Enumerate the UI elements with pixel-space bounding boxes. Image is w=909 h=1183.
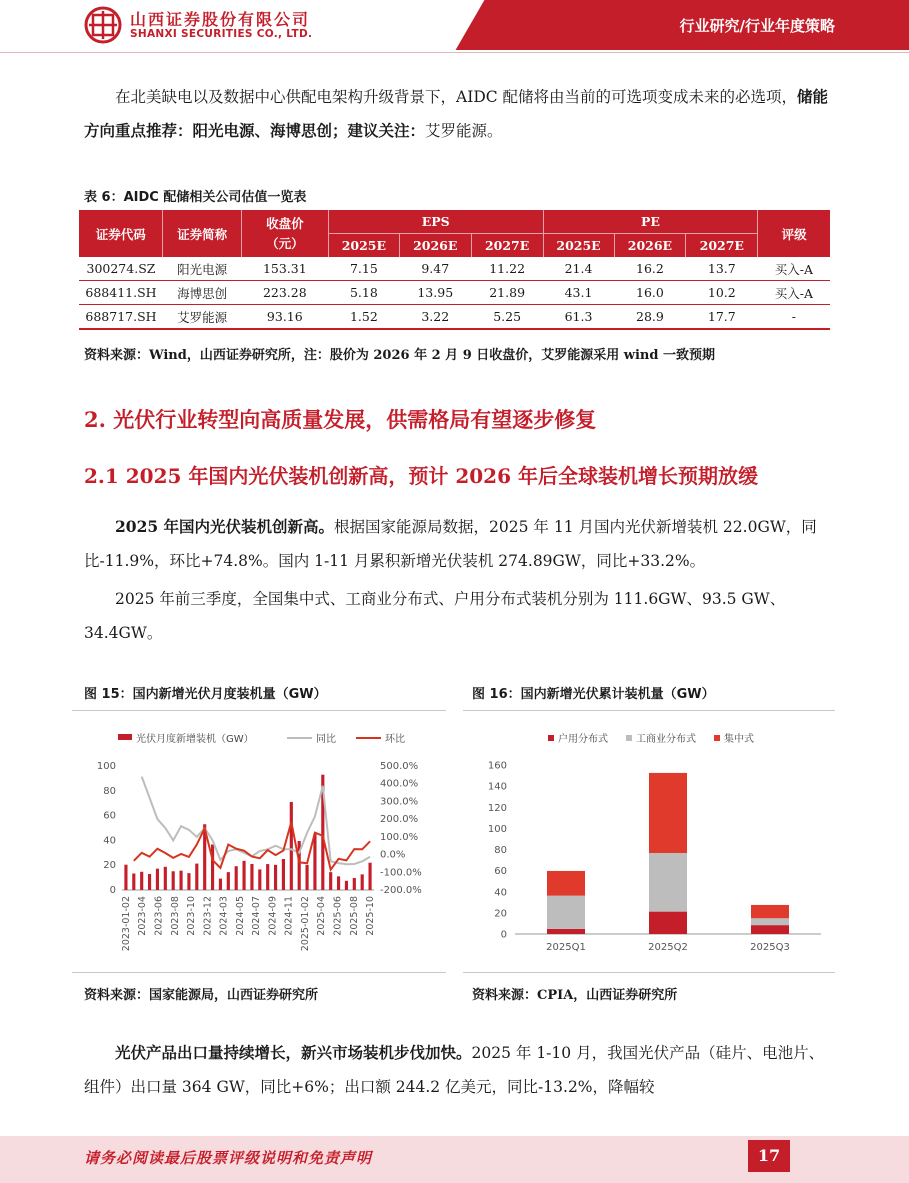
fig15-bottom-rule <box>72 972 446 973</box>
export-paragraph: 光伏产品出口量持续增长，新兴市场装机步伐加快。2025 年 1-10 月，我国光伏产品（硅片、电池片、组件）出口量 364 GW，同比+6%；出口额 244.2 亿美元，同比-13.2%，降幅较 <box>84 1043 825 1096</box>
x-tick-label: 2025Q3 <box>750 942 790 953</box>
x-tick-label: 2025-04 <box>316 896 328 936</box>
centralized-segment <box>751 905 789 918</box>
cell-pe-2025: 21.4 <box>543 257 614 281</box>
right-tick-label: 400.0% <box>380 778 419 790</box>
commercial-segment <box>547 896 585 929</box>
cell-pe-2025: 43.1 <box>543 281 614 305</box>
monthly-bar <box>290 802 293 890</box>
residential-segment <box>751 925 789 934</box>
table6-caption: 表 6：AIDC 配储相关公司估值一览表 <box>84 190 307 205</box>
monthly-bar <box>156 869 159 890</box>
x-tick-label: 2024-07 <box>251 896 263 936</box>
x-tick-label: 2024-05 <box>234 896 246 936</box>
right-tick-label: 0.0% <box>380 849 406 861</box>
fig16-source: 资料来源：CPIA，山西证券研究所 <box>472 988 678 1003</box>
y-tick-label: 100 <box>487 823 507 835</box>
fig15-bars <box>124 775 371 890</box>
x-tick-label: 2025Q1 <box>546 942 586 953</box>
fig16-bottom-rule <box>463 972 835 973</box>
cell-rating: - <box>758 305 830 330</box>
monthly-bar <box>368 863 371 890</box>
cell-name: 阳光电源 <box>163 257 241 281</box>
monthly-bar <box>124 865 127 890</box>
th-eps-2026: 2026E <box>399 234 471 258</box>
x-tick-label: 2025-06 <box>332 896 344 936</box>
monthly-bar <box>242 861 245 890</box>
valuation-table <box>79 210 830 330</box>
monthly-bar <box>227 872 230 890</box>
left-tick-label: 40 <box>103 835 116 847</box>
monthly-bar <box>235 866 238 890</box>
monthly-bar <box>329 872 332 890</box>
cell-code: 688411.SH <box>79 281 163 305</box>
legend-swatch-monthly <box>118 734 132 740</box>
th-eps-2027: 2027E <box>471 234 543 258</box>
table-row <box>79 281 830 305</box>
th-name: 证券简称 <box>163 210 241 257</box>
yoy-line <box>142 777 370 865</box>
monthly-bar <box>337 876 340 890</box>
x-tick-label: 2023-12 <box>202 896 214 936</box>
x-tick-label: 2024-11 <box>283 896 295 936</box>
residential-segment <box>547 929 585 934</box>
cell-name: 艾罗能源 <box>163 305 241 330</box>
fig15-legend <box>118 732 405 745</box>
monthly-bar <box>132 874 135 890</box>
cell-eps-2027: 5.25 <box>471 305 543 330</box>
x-tick-label: 2023-04 <box>137 896 149 936</box>
th-price: 收盘价 （元） <box>241 210 328 257</box>
table6-source: 资料来源：Wind，山西证券研究所，注：股价为 2026 年 2 月 9 日收盘价，艾罗能源采用 wind 一致预期 <box>84 348 716 363</box>
right-tick-label: 100.0% <box>380 831 419 843</box>
cell-rating: 买入-A <box>758 257 830 281</box>
x-tick-label: 2023-06 <box>153 896 165 936</box>
cell-eps-2025: 5.18 <box>328 281 399 305</box>
legend-label-mom: 环比 <box>385 734 405 745</box>
monthly-bar <box>258 869 261 890</box>
left-tick-label: 100 <box>96 761 116 772</box>
cell-eps-2025: 7.15 <box>328 257 399 281</box>
cell-eps-2026: 3.22 <box>399 305 471 330</box>
right-tick-label: -100.0% <box>380 867 422 879</box>
commercial-segment <box>649 853 687 912</box>
left-tick-label: 60 <box>103 810 116 822</box>
legend-label-yoy: 同比 <box>316 734 336 745</box>
th-pe-2026: 2026E <box>614 234 686 258</box>
fig16-top-rule <box>463 710 835 711</box>
right-tick-label: 200.0% <box>380 814 419 826</box>
cell-eps-2025: 1.52 <box>328 305 399 330</box>
monthly-bar <box>266 864 269 890</box>
legend-swatch-residential <box>548 735 554 741</box>
legend-swatch-centralized <box>714 735 720 741</box>
legend-label-residential: 户用分布式 <box>558 734 608 745</box>
company-name-en: SHANXI SECURITIES CO., LTD. <box>130 28 313 40</box>
monthly-bar <box>164 867 167 890</box>
monthly-bar <box>250 864 253 890</box>
th-rating: 评级 <box>758 210 830 257</box>
monthly-bar <box>195 864 198 890</box>
page-number: 17 <box>748 1140 790 1172</box>
left-tick-label: 20 <box>103 860 116 872</box>
fig16-legend <box>548 732 754 745</box>
section2-paragraph-2: 2025 年前三季度，全国集中式、工商业分布式、户用分布式装机分别为 111.6GW、93.5 GW、34.4GW。 <box>84 590 786 642</box>
cell-pe-2025: 61.3 <box>543 305 614 330</box>
y-tick-label: 80 <box>494 845 507 856</box>
cell-price: 93.16 <box>241 305 328 330</box>
legend-swatch-commercial <box>626 735 632 741</box>
monthly-bar <box>313 834 316 890</box>
cell-eps-2027: 21.89 <box>471 281 543 305</box>
fig15-top-rule <box>72 710 446 711</box>
th-pe-2025: 2025E <box>543 234 614 258</box>
monthly-bar <box>172 871 175 890</box>
monthly-bar <box>211 844 214 890</box>
monthly-bar <box>219 879 222 890</box>
left-tick-label: 80 <box>103 785 116 797</box>
y-tick-label: 20 <box>494 908 507 920</box>
subsection-title: 2.1 2025 年国内光伏装机创新高，预计 2026 年后全球装机增长预期放缓 <box>84 464 758 488</box>
th-eps-2025: 2025E <box>328 234 399 258</box>
x-tick-label: 2023-08 <box>169 896 181 936</box>
company-logo-icon <box>84 6 122 44</box>
y-tick-label: 120 <box>487 802 507 814</box>
cell-code: 688717.SH <box>79 305 163 330</box>
cell-eps-2026: 13.95 <box>399 281 471 305</box>
centralized-segment <box>547 871 585 896</box>
commercial-segment <box>751 918 789 925</box>
monthly-bar <box>305 865 308 890</box>
cumulative-installation-chart <box>463 712 835 967</box>
x-tick-label: 2025-10 <box>365 896 377 936</box>
cell-pe-2026: 16.2 <box>614 257 686 281</box>
table-row <box>79 305 830 330</box>
y-tick-label: 160 <box>487 760 507 772</box>
fig16-caption: 图 16：国内新增光伏累计装机量（GW） <box>472 687 715 702</box>
legend-label-commercial: 工商业分布式 <box>636 734 696 745</box>
fig15-x-axis <box>121 896 376 951</box>
th-code: 证券代码 <box>79 210 163 257</box>
monthly-bar <box>274 865 277 890</box>
cell-pe-2026: 16.0 <box>614 281 686 305</box>
cell-pe-2027: 13.7 <box>686 257 758 281</box>
right-tick-label: 500.0% <box>380 761 419 772</box>
x-tick-label: 2025-08 <box>348 896 360 936</box>
th-pe-2027: 2027E <box>686 234 758 258</box>
table-row <box>79 257 830 281</box>
footer-disclaimer: 请务必阅读最后股票评级说明和免责声明 <box>84 1149 373 1167</box>
intro-paragraph: 在北美缺电以及数据中心供配电架构升级背景下，AIDC 配储将由当前的可选项变成未来的必选项，储能方向重点推荐：阳光电源、海博思创；建议关注：艾罗能源。 <box>84 87 829 140</box>
residential-segment <box>649 912 687 934</box>
cell-code: 300274.SZ <box>79 257 163 281</box>
fig15-right-axis <box>380 761 422 896</box>
fig15-lines <box>134 777 370 870</box>
x-tick-label: 2025-01-02 <box>299 896 311 952</box>
right-tick-label: 300.0% <box>380 796 419 808</box>
monthly-installation-chart <box>72 712 446 967</box>
monthly-bar <box>140 872 143 890</box>
cell-rating: 买入-A <box>758 281 830 305</box>
monthly-bar <box>179 871 182 890</box>
header-tag: 行业研究/行业年度策略 <box>679 17 835 35</box>
x-tick-label: 2025Q2 <box>648 942 688 953</box>
cell-eps-2027: 11.22 <box>471 257 543 281</box>
y-tick-label: 0 <box>500 929 507 941</box>
legend-label-monthly: 光伏月度新增装机（GW） <box>136 734 254 745</box>
y-tick-label: 60 <box>494 866 507 878</box>
th-pe: PE <box>543 210 758 234</box>
y-tick-label: 40 <box>494 887 507 899</box>
x-tick-label: 2024-09 <box>267 896 279 936</box>
section-title: 2. 光伏行业转型向高质量发展，供需格局有望逐步修复 <box>84 407 597 432</box>
fig16-x-axis <box>546 942 790 953</box>
monthly-bar <box>361 874 364 890</box>
header-divider <box>0 52 909 53</box>
left-tick-label: 0 <box>109 885 116 896</box>
monthly-bar <box>353 878 356 890</box>
centralized-segment <box>649 773 687 853</box>
company-name-cn: 山西证券股份有限公司 <box>130 10 311 29</box>
th-eps: EPS <box>328 210 543 234</box>
fig15-source: 资料来源：国家能源局，山西证券研究所 <box>84 988 319 1003</box>
fig16-bars <box>547 773 789 934</box>
x-tick-label: 2023-10 <box>186 896 198 936</box>
x-tick-label: 2024-03 <box>218 896 230 936</box>
monthly-bar <box>345 881 348 890</box>
x-tick-label: 2023-01-02 <box>120 896 132 952</box>
cell-pe-2026: 28.9 <box>614 305 686 330</box>
cell-pe-2027: 10.2 <box>686 281 758 305</box>
y-tick-label: 140 <box>487 781 507 793</box>
cell-eps-2026: 9.47 <box>399 257 471 281</box>
monthly-bar <box>148 874 151 890</box>
cell-price: 153.31 <box>241 257 328 281</box>
monthly-bar <box>282 859 285 890</box>
right-tick-label: -200.0% <box>380 885 422 896</box>
cell-name: 海博思创 <box>163 281 241 305</box>
legend-label-centralized: 集中式 <box>724 734 754 745</box>
cell-price: 223.28 <box>241 281 328 305</box>
fig15-caption: 图 15：国内新增光伏月度装机量（GW） <box>84 687 327 702</box>
cell-pe-2027: 17.7 <box>686 305 758 330</box>
section2-paragraph-1: 2025 年国内光伏装机创新高。根据国家能源局数据，2025 年 11 月国内光伏新增装机 22.0GW，同比-11.9%，环比+74.8%。国内 1-11 月累积新增光伏装机 274.89GW，同比+33.2%。 <box>84 517 817 570</box>
monthly-bar <box>187 873 190 890</box>
